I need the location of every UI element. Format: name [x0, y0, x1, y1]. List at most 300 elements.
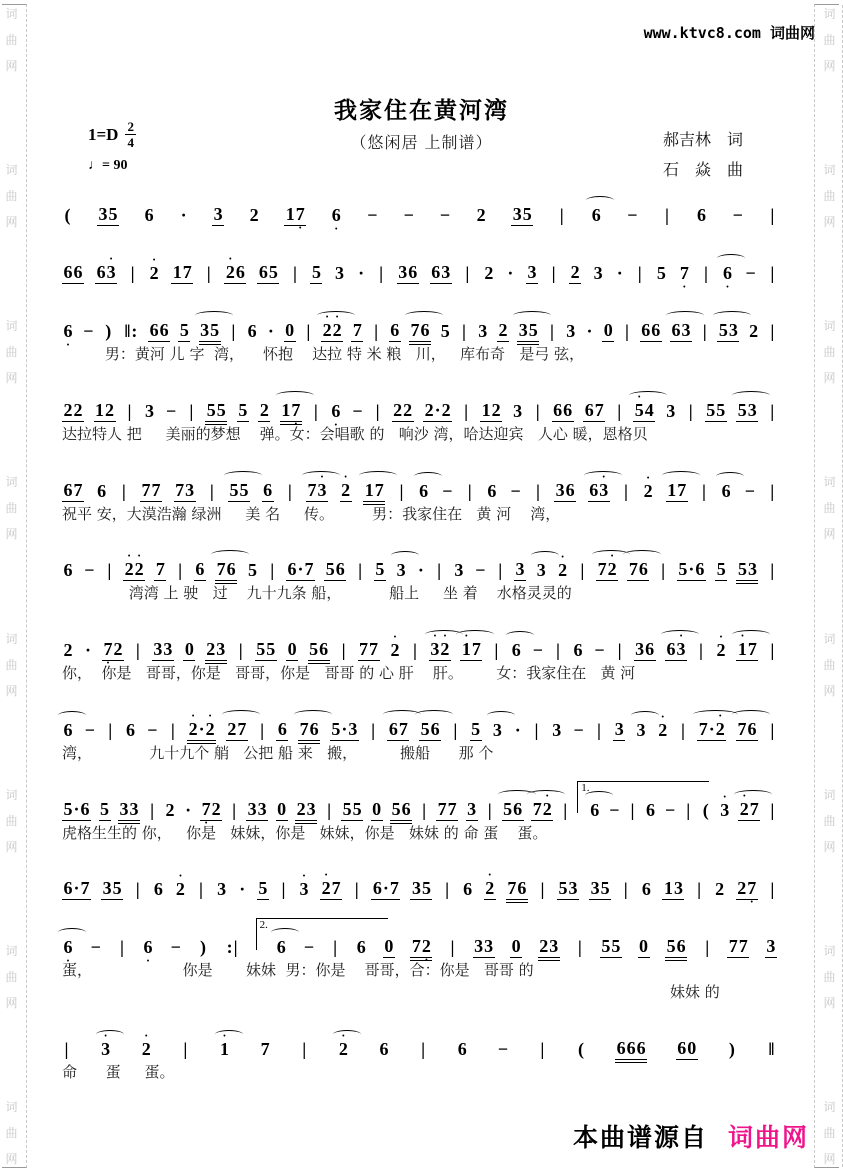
note-token: 0: [285, 320, 295, 340]
duration-dash: −: [732, 205, 743, 225]
note-token: 1 7 •: [280, 401, 302, 422]
note-token: 7 • 2: [102, 640, 124, 661]
key-label: 1=D: [88, 124, 119, 144]
barline: |: [770, 480, 775, 501]
duration-dash: −: [532, 640, 544, 660]
barline: |: [623, 480, 628, 501]
note-token: 3 6: [555, 479, 575, 500]
duration-dash: −: [90, 937, 101, 958]
note-token: 2 2: [63, 399, 83, 420]
note-token: 6 6: [149, 320, 169, 340]
note-token: 7: [352, 320, 362, 340]
barline: ): [199, 937, 206, 958]
watermark-text: [823, 630, 835, 699]
note-token: 5 5: [206, 399, 226, 420]
barline: |: [358, 560, 363, 581]
note-token: • 2: [337, 1040, 349, 1060]
duration-dash: −: [665, 799, 676, 820]
note-token: • 2 7: [738, 800, 760, 821]
note-token: 5: [247, 560, 257, 581]
tempo-marking: ♩= 90: [88, 158, 128, 173]
key-signature: [88, 120, 136, 149]
watermark-char: 词: [5, 319, 18, 334]
note-token: 6: [390, 320, 400, 340]
note-token: 3 5: [200, 320, 220, 340]
barline: |: [681, 719, 685, 740]
note-token: 6 3: [671, 320, 691, 340]
barline: |: [540, 1038, 545, 1059]
note-token: 6: [379, 1038, 389, 1059]
note-token: • 3: [100, 1040, 112, 1060]
barline: |: [127, 400, 132, 421]
note-token: 7: [260, 1038, 270, 1059]
watermark-text: [5, 1098, 17, 1167]
barline: |: [770, 640, 775, 660]
note-token: 6: [457, 1038, 467, 1059]
note-token: 6: [721, 480, 731, 501]
duration-dash: −: [367, 205, 378, 225]
footer: [573, 1118, 809, 1154]
watermark-char: 词: [5, 787, 18, 802]
duration-dash: −: [170, 937, 181, 958]
music-line: [62, 388, 777, 422]
barline: |: [108, 719, 113, 740]
note-token: 3: [454, 560, 464, 581]
watermark-text: [823, 161, 835, 230]
note-token: 3: [666, 400, 676, 421]
watermark-char: 网: [5, 59, 18, 73]
note-token: 6: [591, 205, 601, 225]
watermark-char: 曲: [5, 189, 18, 204]
watermark-char: 曲: [823, 813, 836, 828]
note-token: 5 6: [325, 559, 345, 580]
note-token: 6 7: [63, 479, 83, 500]
duration-dash: −: [627, 205, 638, 225]
duration-dash: −: [166, 400, 177, 421]
note-token: 5: [179, 320, 189, 340]
time-signature-denominator: 4: [127, 134, 134, 150]
duration-dash: −: [745, 263, 756, 283]
note-token: ·: [507, 263, 514, 283]
lyricist-credit: 郝吉林 词: [662, 130, 743, 149]
barline: |: [281, 879, 286, 900]
note-token: 3 6: [398, 262, 418, 282]
note-token: 3 5: [518, 320, 538, 340]
watermark-char: 词: [5, 7, 18, 21]
note-token: 3: [492, 719, 502, 740]
note-token: 5 5: [601, 936, 621, 957]
watermark-char: 曲: [823, 1125, 836, 1140]
note-token: 3: [478, 321, 488, 341]
watermark-text: [823, 473, 835, 542]
duration-dash: −: [744, 480, 756, 501]
barline: |: [412, 640, 417, 660]
lyrics-line: 湾湾 上 驶 过 九十九条 船， 船上 坐 着 水格灵灵的: [62, 584, 572, 603]
duration-dash: −: [303, 937, 315, 958]
barline: |: [617, 640, 622, 660]
barline: |: [559, 205, 564, 225]
barline: |: [135, 879, 140, 900]
music-line: [62, 547, 777, 581]
barline: |: [467, 480, 472, 501]
note-token: 3: [527, 262, 537, 282]
barline: |: [597, 719, 601, 740]
barline: |: [688, 400, 693, 421]
note-token: 2: [259, 399, 269, 420]
volta-bracket: 2.: [256, 918, 388, 950]
barline: |: [637, 263, 642, 283]
note-token: 6: [247, 321, 257, 341]
watermark-char: 网: [823, 215, 836, 230]
note-token: ·: [358, 263, 365, 283]
note-token: • 2: [715, 641, 727, 661]
barline: |: [487, 799, 492, 820]
note-token: 6: [641, 879, 651, 900]
note-token: 5: [440, 321, 450, 341]
watermark-char: 曲: [5, 813, 18, 828]
watermark-char: 词: [823, 631, 836, 646]
note-token: 2 7 •: [736, 879, 758, 900]
barline: |: [119, 937, 124, 958]
note-token: 7 7: [728, 936, 748, 957]
note-token: 5 6: [309, 639, 329, 659]
note-token: 2: [570, 262, 580, 282]
watermark-char: 曲: [823, 969, 836, 984]
note-token: 2: [715, 879, 725, 900]
barline: ‖: [768, 1038, 775, 1059]
music-line: [62, 866, 777, 900]
watermark-char: 词: [5, 475, 18, 490]
note-token: 6: [487, 480, 497, 501]
note-token: 0: [603, 320, 613, 340]
duration-dash: −: [573, 719, 584, 740]
watermark-text: [823, 786, 835, 855]
note-token: 6 6 6: [616, 1037, 646, 1058]
note-token: 6: [195, 559, 205, 580]
score-line: [62, 547, 777, 603]
watermark-char: 曲: [5, 969, 18, 984]
music-line: [62, 1026, 777, 1060]
footer-site-link[interactable]: 词曲网: [727, 1123, 809, 1152]
note-token: 3: [145, 400, 155, 421]
note-token: 2 2: [393, 399, 413, 420]
site-url-header: www.ktvc8.com 词曲网: [643, 24, 815, 42]
note-token: 5 3: [558, 878, 578, 899]
note-token: 6: [144, 205, 154, 225]
watermark-char: 曲: [823, 345, 836, 360]
note-token: • 2 · • 2: [187, 720, 216, 741]
music-line: [62, 627, 777, 661]
note-token: 1 2: [481, 399, 501, 420]
note-token: 2: [476, 205, 486, 225]
watermark-char: 曲: [823, 657, 836, 672]
note-token: • 2: [340, 481, 352, 502]
barline: |: [287, 480, 292, 501]
barline: |: [374, 321, 379, 341]
barline: |: [313, 400, 318, 421]
score-line: [62, 627, 777, 683]
note-token: 6 •: [62, 938, 74, 958]
note-token: • 2 • 2: [123, 560, 145, 581]
barline: |: [292, 263, 297, 283]
music-line: [62, 919, 777, 958]
music-line: [62, 308, 777, 342]
score-line: [62, 468, 777, 524]
note-token: 6: [511, 640, 521, 660]
barline: |: [462, 321, 466, 341]
score-line: [62, 250, 777, 284]
volta-bracket: 1.: [577, 781, 709, 813]
watermark-char: 词: [823, 1099, 836, 1114]
note-token: 5: [100, 798, 110, 819]
watermark-char: 网: [5, 371, 18, 386]
watermark-char: 词: [823, 475, 836, 490]
note-token: 6: [63, 719, 73, 740]
barline: |: [556, 640, 560, 660]
barline: |: [183, 1038, 188, 1059]
watermark-text: [5, 630, 17, 699]
barline: |: [327, 799, 332, 820]
note-token: 7 3: [175, 479, 195, 500]
note-token: 3: [614, 718, 624, 739]
note-token: 6 6: [63, 262, 83, 282]
watermark-char: 网: [5, 839, 18, 854]
footer-source-text: 本曲谱源自: [572, 1123, 708, 1152]
note-token: • 2 • 2: [321, 321, 343, 342]
barline: |: [238, 640, 243, 660]
lyrics-line: 湾， 九十九个 艄 公把 船 来 搬， 搬船 那 个: [62, 743, 494, 762]
note-token: 6 •: [330, 402, 342, 422]
barline: |: [270, 560, 275, 581]
barline: (: [64, 205, 71, 225]
note-token: 5: [656, 263, 666, 283]
note-token: 3 5: [102, 878, 122, 899]
music-line: [62, 707, 777, 741]
note-token: 3: [636, 719, 646, 740]
note-token: 7 7: [359, 639, 379, 659]
barline: |: [209, 480, 214, 501]
note-token: 6: [63, 560, 73, 581]
note-token: 5 · 3: [331, 718, 358, 739]
note-token: 7 6: [737, 718, 757, 739]
watermark-char: 曲: [823, 33, 836, 47]
watermark-char: 曲: [5, 1125, 18, 1140]
note-token: 5: [716, 559, 726, 580]
music-line: [62, 192, 777, 226]
note-token: 0: [277, 798, 287, 819]
barline: |: [306, 321, 311, 341]
note-token: 7 • 2: [531, 800, 553, 821]
note-token: 2 3: [206, 639, 226, 659]
barline: |: [450, 937, 455, 958]
note-token: • 2: [140, 1040, 152, 1060]
barline: |: [453, 719, 458, 740]
note-token: 6 • 3: [95, 263, 117, 284]
note-token: • 3: [298, 880, 310, 900]
watermark-char: 曲: [823, 189, 836, 204]
note-token: 7 6: [507, 878, 527, 899]
watermark-char: 词: [5, 943, 18, 958]
note-token: • 2: [174, 880, 186, 900]
note-token: 3: [396, 560, 406, 581]
watermark-text: [5, 473, 17, 542]
barline: |: [580, 560, 585, 581]
barline: |: [494, 640, 499, 660]
watermark-text: [5, 942, 17, 1011]
note-token: 6 3: [431, 262, 451, 282]
barline: |: [551, 263, 556, 283]
note-token: 1 7: [667, 479, 687, 500]
note-token: ·: [616, 263, 623, 283]
note-token: • 1: [219, 1040, 231, 1060]
note-token: 7 7: [141, 479, 161, 500]
note-token: 3: [335, 263, 345, 283]
barline: |: [107, 560, 112, 581]
note-token: • 2: [389, 641, 401, 661]
note-token: 6 5: [258, 262, 278, 282]
watermark-char: 词: [823, 7, 836, 21]
barline: : |: [226, 937, 238, 958]
note-token: • 5 4: [633, 401, 655, 422]
barline: |: [623, 879, 628, 900]
note-token: ·: [267, 321, 274, 341]
duration-dash: −: [147, 719, 158, 740]
note-token: 2 3: [296, 798, 316, 819]
barline: |: [535, 400, 540, 421]
lyrics-line: 虎格生生的 你， 你是 妹妹，你是 妹妹，你是 妹妹 的 命 蛋 蛋。: [62, 823, 548, 842]
note-token: 2: [484, 263, 494, 283]
note-token: 7: [155, 559, 165, 580]
barline: |: [445, 879, 450, 900]
watermark-char: 曲: [5, 657, 18, 672]
note-token: 5 3: [737, 399, 757, 420]
note-token: 7 6: [299, 718, 319, 739]
lyrics-line: 祝平 安，大漠浩瀚 绿洲 美 名 传。 男：我家住在 黄 河 湾，: [62, 504, 561, 523]
note-token: 6: [263, 479, 273, 500]
barline: |: [617, 400, 622, 421]
note-token: 5 6: [391, 798, 411, 819]
note-token: 7 •: [678, 264, 690, 284]
left-watermark-column: [2, 4, 27, 1168]
note-token: 3 5: [512, 204, 532, 224]
note-token: 6 •: [721, 264, 733, 284]
note-token: • 1 7: [736, 640, 758, 661]
note-token: • 2 7: [320, 879, 342, 900]
barline: |: [465, 263, 470, 283]
note-token: 1 2: [95, 399, 115, 420]
note-token: 5: [238, 399, 248, 420]
duration-dash: −: [403, 205, 414, 225]
watermark-text: [5, 5, 17, 74]
watermark-char: 网: [5, 1151, 18, 1166]
note-token: 7 6: [216, 559, 236, 580]
note-token: 0: [287, 639, 297, 659]
watermark-text: [823, 317, 835, 386]
note-token: 7 · • 2: [697, 720, 726, 741]
barline: |: [379, 263, 384, 283]
right-watermark-column: [814, 4, 839, 1168]
note-token: 5 3: [718, 320, 738, 340]
note-token: 6 0: [677, 1037, 697, 1058]
note-token: 1 7: [172, 262, 192, 282]
note-token: 5 3: [737, 559, 757, 580]
note-token: 3 5: [411, 878, 431, 899]
note-token: 6: [277, 718, 287, 739]
duration-dash: −: [475, 560, 486, 581]
note-token: 5 · 6: [63, 798, 90, 819]
barline: ): [105, 321, 112, 341]
time-signature: [125, 120, 136, 149]
lyrics-line: 达拉特人 把 美丽的梦想 弹。女：会唱歌 的 响沙 湾，哈达迎宾 人心 暖，恩格贝: [62, 424, 648, 443]
note-token: 6 · 7: [372, 878, 399, 899]
note-token: 6 • 3: [588, 481, 610, 502]
note-token: • 2: [642, 482, 654, 502]
note-token: 7 • 2: [200, 800, 222, 821]
note-token: 3: [552, 719, 562, 740]
note-token: 6: [97, 480, 107, 501]
watermark-char: 网: [823, 59, 836, 73]
watermark-char: 词: [823, 787, 836, 802]
note-token: 7 • 3: [306, 481, 328, 502]
note-token: 0: [372, 798, 382, 819]
watermark-char: 曲: [823, 501, 836, 516]
note-token: 6: [463, 879, 473, 900]
barline: |: [770, 560, 775, 581]
duration-dash: −: [84, 560, 95, 581]
watermark-char: 词: [5, 163, 18, 178]
note-token: 3: [593, 263, 603, 283]
barline: |: [624, 321, 629, 341]
note-token: 7 • 2: [596, 560, 618, 581]
watermark-char: 曲: [5, 33, 18, 47]
note-token: 3 5: [590, 878, 610, 899]
barline: |: [770, 400, 775, 421]
barline: |: [630, 799, 635, 820]
note-token: 6 •: [330, 206, 342, 226]
song-subtitle: （悠闲居 上制谱）: [350, 133, 493, 152]
barline: |: [199, 879, 203, 900]
note-token: 6 •: [142, 938, 154, 958]
note-token: ·: [84, 640, 91, 660]
note-token: ·: [239, 879, 246, 900]
lyrics-line: 男：黄河 儿 字 湾， 怀抱 达拉 特 米 粮 川， 库布奇 是弓 弦，: [62, 345, 585, 363]
note-token: 3 3: [119, 798, 139, 819]
barline: |: [333, 937, 338, 958]
note-token: 3: [536, 560, 546, 581]
note-token: 3: [217, 879, 227, 900]
barline: |: [232, 799, 237, 820]
barline: |: [665, 205, 670, 225]
score-line: [62, 1026, 777, 1082]
watermark-char: 网: [5, 215, 18, 230]
watermark-char: 网: [5, 995, 18, 1010]
lyrics-line: 你， 你是 哥哥，你是 哥哥，你是 哥哥 的 心 肝 肝。 女：我家住在 黄 河: [62, 664, 636, 682]
barline: |: [701, 480, 706, 501]
note-token: 5 · 6: [678, 559, 705, 580]
song-title: 我家住在黄河湾: [334, 98, 509, 124]
note-token: 6 6: [553, 399, 573, 420]
barline: |: [770, 205, 775, 225]
note-token: ·: [185, 799, 192, 820]
watermark-char: 词: [5, 1099, 18, 1114]
note-token: 7 6: [410, 320, 430, 340]
note-token: 2 7: [227, 718, 247, 739]
barline: |: [135, 640, 140, 660]
score: [62, 192, 777, 1106]
note-token: ·: [417, 560, 424, 581]
score-line: [62, 866, 777, 900]
barline: ‖ :: [124, 321, 138, 341]
